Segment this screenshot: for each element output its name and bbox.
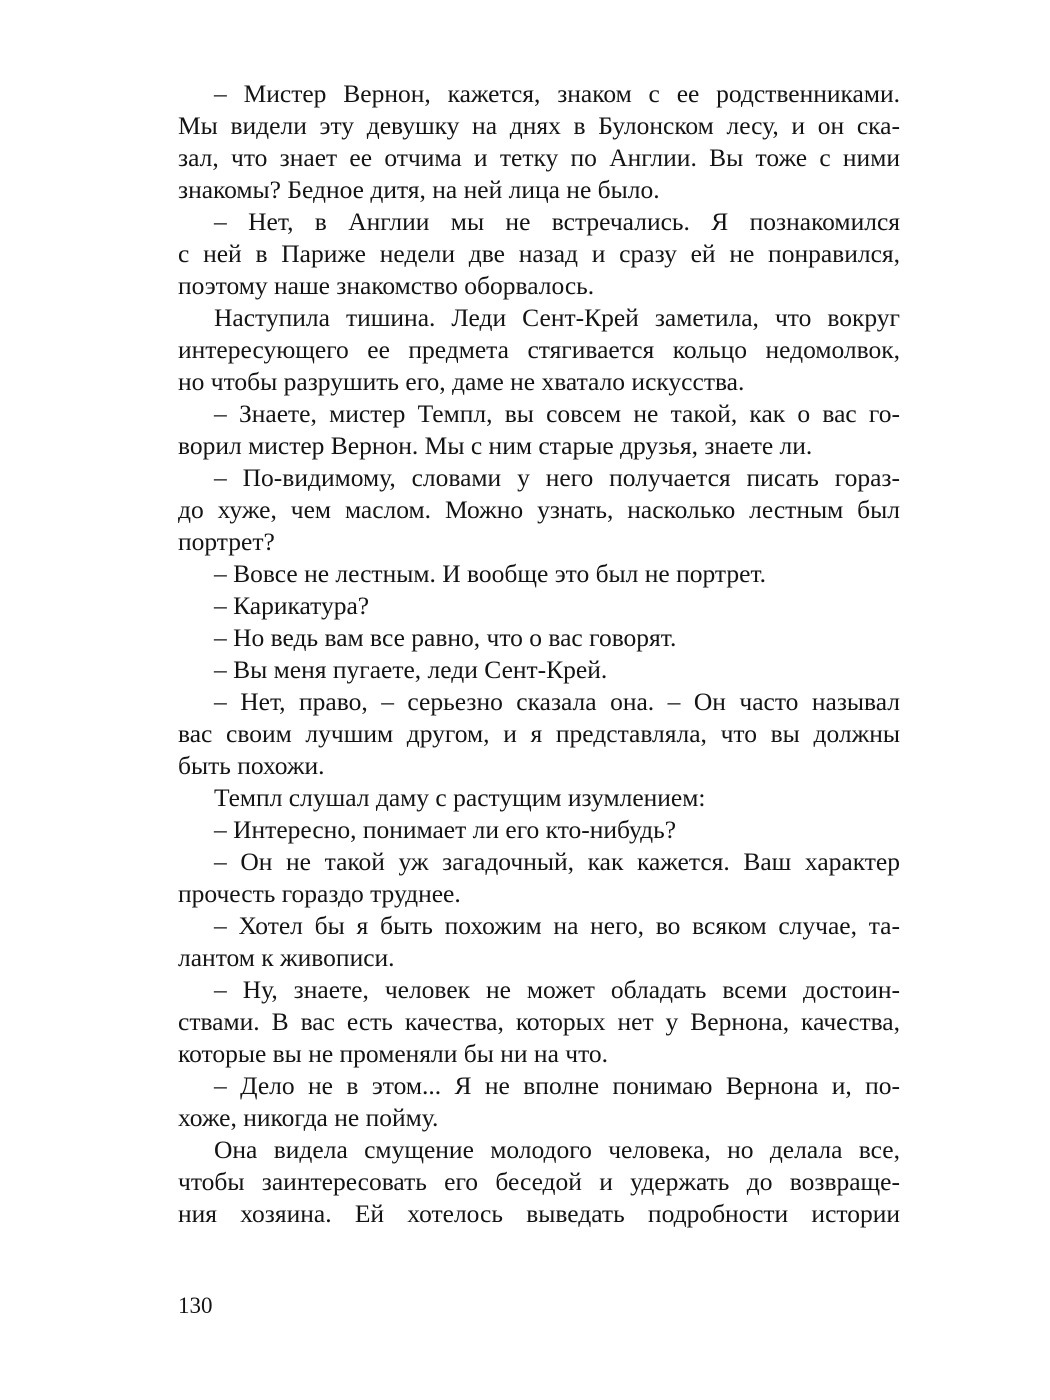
text-line: до хуже, чем маслом. Можно узнать, насколько лестным был	[178, 495, 900, 524]
text-line: – Нет, в Англии мы не встречались. Я познакомился	[214, 207, 900, 236]
text-line: зал, что знает ее отчима и тетку по Англии. Вы тоже с ними	[178, 143, 900, 172]
text-line: вас своим лучшим другом, и я представляла, что вы должны	[178, 719, 900, 748]
text-line: которые вы не променяли бы ни на что.	[178, 1039, 609, 1068]
text-line: – Вы меня пугаете, леди Сент-Крей.	[214, 655, 608, 684]
text-line: хоже, никогда не пойму.	[178, 1103, 439, 1132]
text-line: поэтому наше знакомство оборвалось.	[178, 271, 595, 300]
text-line: – По-видимому, словами у него получается писать гораз-	[214, 463, 900, 492]
body-text	[178, 78, 900, 1230]
text-line: – Он не такой уж загадочный, как кажется. Ваш характер	[214, 847, 900, 876]
text-line: Она видела смущение молодого человека, но делала все,	[214, 1135, 900, 1164]
text-line: – Но ведь вам все равно, что о вас говорят.	[214, 623, 677, 652]
text-line: интересующего ее предмета стягивается кольцо недомолвок,	[178, 335, 900, 364]
text-line: знакомы? Бедное дитя, на ней лица не было.	[178, 175, 660, 204]
text-line: ствами. В вас есть качества, которых нет у Вернона, качества,	[178, 1007, 900, 1036]
text-line: портрет?	[178, 527, 275, 556]
text-line: – Мистер Вернон, кажется, знаком с ее родственниками.	[214, 79, 900, 108]
text-line: ворил мистер Вернон. Мы с ним старые друзья, знаете ли.	[178, 431, 813, 460]
text-line: прочесть гораздо труднее.	[178, 879, 461, 908]
text-line: – Дело не в этом... Я не вполне понимаю Вернона и, по-	[214, 1071, 900, 1100]
text-line: – Ну, знаете, человек не может обладать всеми достоин-	[214, 975, 900, 1004]
text-line: – Нет, право, – серьезно сказала она. – Он часто называл	[214, 687, 900, 716]
text-line: – Карикатура?	[214, 591, 370, 620]
text-line: Наступила тишина. Леди Сент-Крей заметила, что вокруг	[214, 303, 900, 332]
text-line: – Знаете, мистер Темпл, вы совсем не такой, как о вас го-	[214, 399, 900, 428]
text-line: с ней в Париже недели две назад и сразу ей не понравился,	[178, 239, 900, 268]
text-line: – Хотел бы я быть похожим на него, во всяком случае, та-	[214, 911, 900, 940]
text-line: ния хозяина. Ей хотелось выведать подробности истории	[178, 1199, 900, 1228]
text-line: быть похожи.	[178, 751, 325, 780]
text-line: – Вовсе не лестным. И вообще это был не портрет.	[214, 559, 767, 588]
text-line: Мы видели эту девушку на днях в Булонском лесу, и он ска-	[178, 111, 900, 140]
text-line: Темпл слушал даму с растущим изумлением:	[214, 783, 706, 812]
text-line: лантом к живописи.	[178, 943, 395, 972]
text-line: но чтобы разрушить его, даме не хватало искусства.	[178, 367, 745, 396]
text-line: – Интересно, понимает ли его кто-нибудь?	[214, 815, 677, 844]
page-number: 130	[178, 1293, 213, 1318]
text-line: чтобы заинтересовать его беседой и удержать до возвраще-	[178, 1167, 900, 1196]
